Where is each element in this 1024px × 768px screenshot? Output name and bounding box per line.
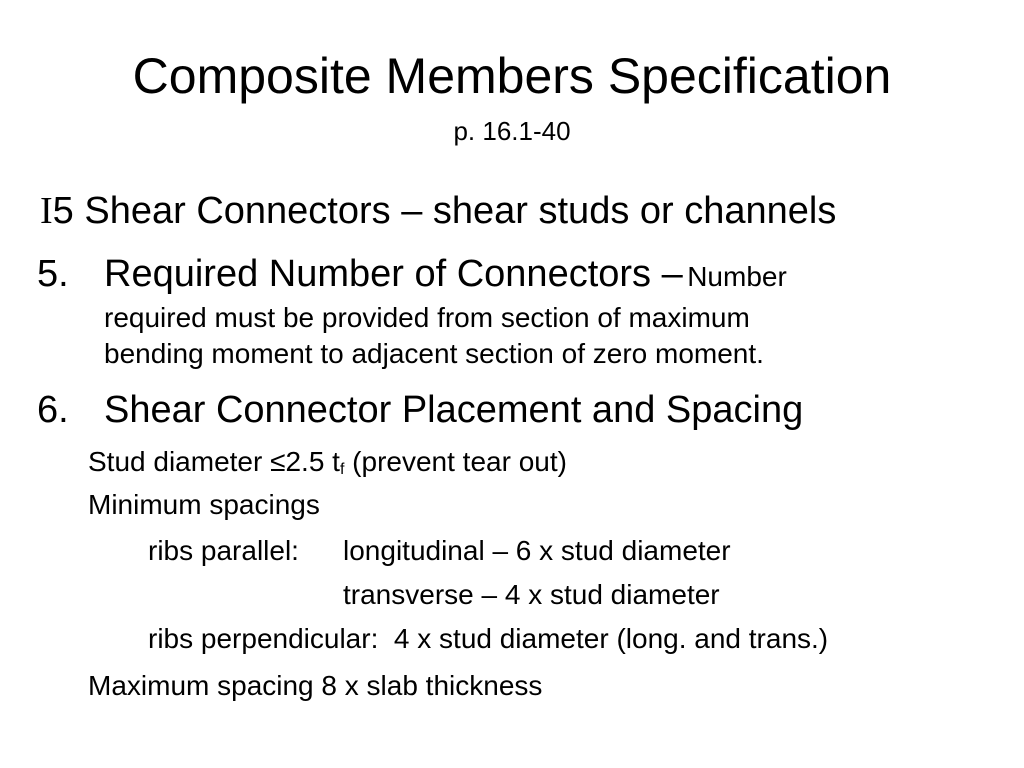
stud-diameter-prefix: Stud diameter ≤2.5 t (88, 446, 340, 477)
section-heading (40, 192, 836, 230)
page-reference: p. 16.1-40 (453, 116, 571, 146)
item-5-text-line-2: required must be provided from section of maximum (104, 302, 750, 333)
stud-diameter-rule (88, 448, 567, 476)
ribs-perpendicular-rule: ribs perpendicular: 4 x stud diameter (long. and trans.) (148, 623, 829, 654)
item-6-number: 6. (37, 389, 69, 431)
item-5-text-line-3: bending moment to adjacent section of zero moment. (104, 338, 764, 369)
item-5-note: Number (687, 261, 787, 292)
section-text: Shear Connectors – shear studs or channels (84, 190, 837, 232)
stud-diameter-subscript: f (339, 461, 345, 478)
section-marker: I (40, 190, 53, 232)
minimum-spacings-label: Minimum spacings (88, 489, 320, 520)
item-5-title-line (104, 255, 787, 293)
ribs-parallel-label: ribs parallel: (148, 535, 299, 566)
ribs-parallel-longitudinal: longitudinal – 6 x stud diameter (343, 535, 731, 566)
section-number: 5 (52, 190, 74, 232)
stud-diameter-suffix: (prevent tear out) (344, 446, 567, 477)
slide-title: Composite Members Specification (132, 48, 892, 104)
item-6-title: Shear Connector Placement and Spacing (104, 389, 804, 431)
ribs-parallel-transverse: transverse – 4 x stud diameter (343, 579, 720, 610)
item-5-title: Required Number of Connectors – (104, 253, 683, 295)
maximum-spacing-rule: Maximum spacing 8 x slab thickness (88, 670, 543, 701)
item-5-number: 5. (37, 253, 69, 295)
